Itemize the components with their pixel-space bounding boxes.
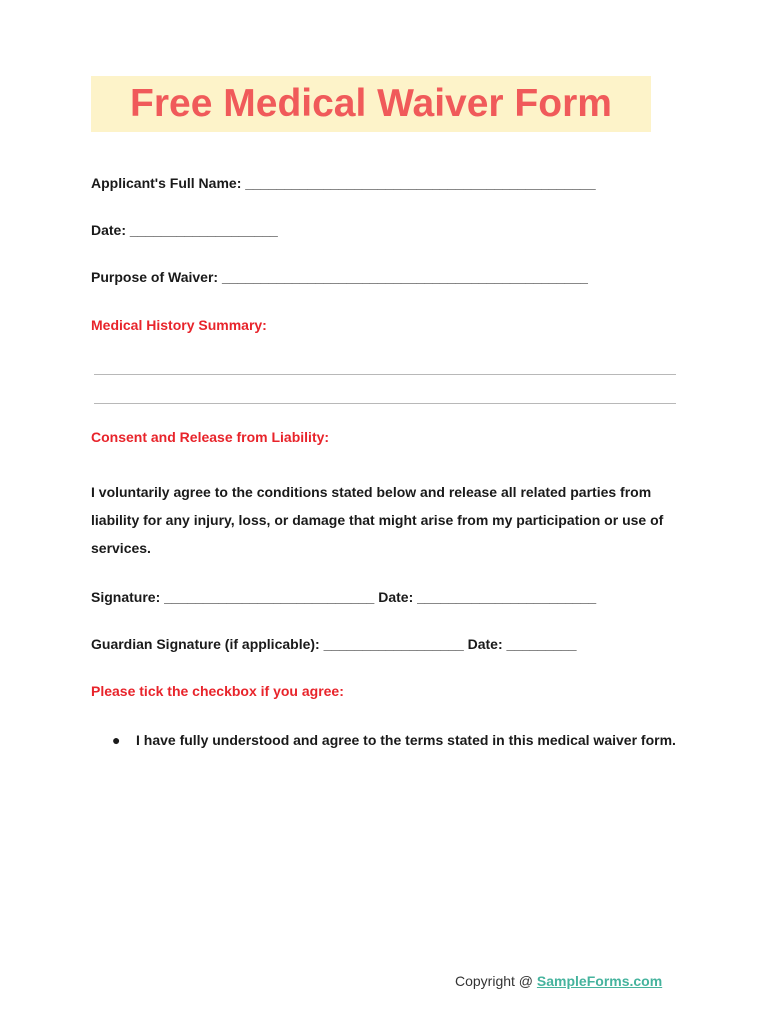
- purpose-field[interactable]: Purpose of Waiver: _______________________________________________: [91, 269, 588, 285]
- date-field[interactable]: Date: ___________________: [91, 222, 278, 238]
- consent-paragraph: I voluntarily agree to the conditions stated below and release all related parties from liability for any injury, loss, or damage that might arise from my participation or use of services.: [91, 484, 664, 556]
- medical-history-line-1[interactable]: [94, 374, 676, 375]
- title-highlight: [91, 76, 651, 132]
- agreement-text: I have fully understood and agree to the terms stated in this medical waiver form.: [136, 732, 676, 748]
- signature-line[interactable]: Signature: ___________________________ Date: _______________________: [91, 589, 597, 605]
- checkbox-heading: Please tick the checkbox if you agree:: [91, 683, 344, 699]
- bullet-icon: ●: [112, 732, 121, 748]
- medical-history-heading: Medical History Summary:: [91, 317, 267, 333]
- brand-link[interactable]: SampleForms.com: [536, 973, 663, 989]
- consent-heading: Consent and Release from Liability:: [91, 429, 330, 445]
- copyright-footer: [455, 973, 662, 989]
- applicant-name-field[interactable]: Applicant's Full Name: _____________________________________________: [91, 175, 596, 191]
- page-title: Free Medical Waiver Form: [130, 82, 612, 125]
- copyright-prefix: Copyright @: [455, 973, 537, 989]
- medical-history-line-2[interactable]: [94, 403, 676, 404]
- guardian-signature-line[interactable]: Guardian Signature (if applicable): __________________ Date: _________: [91, 636, 577, 652]
